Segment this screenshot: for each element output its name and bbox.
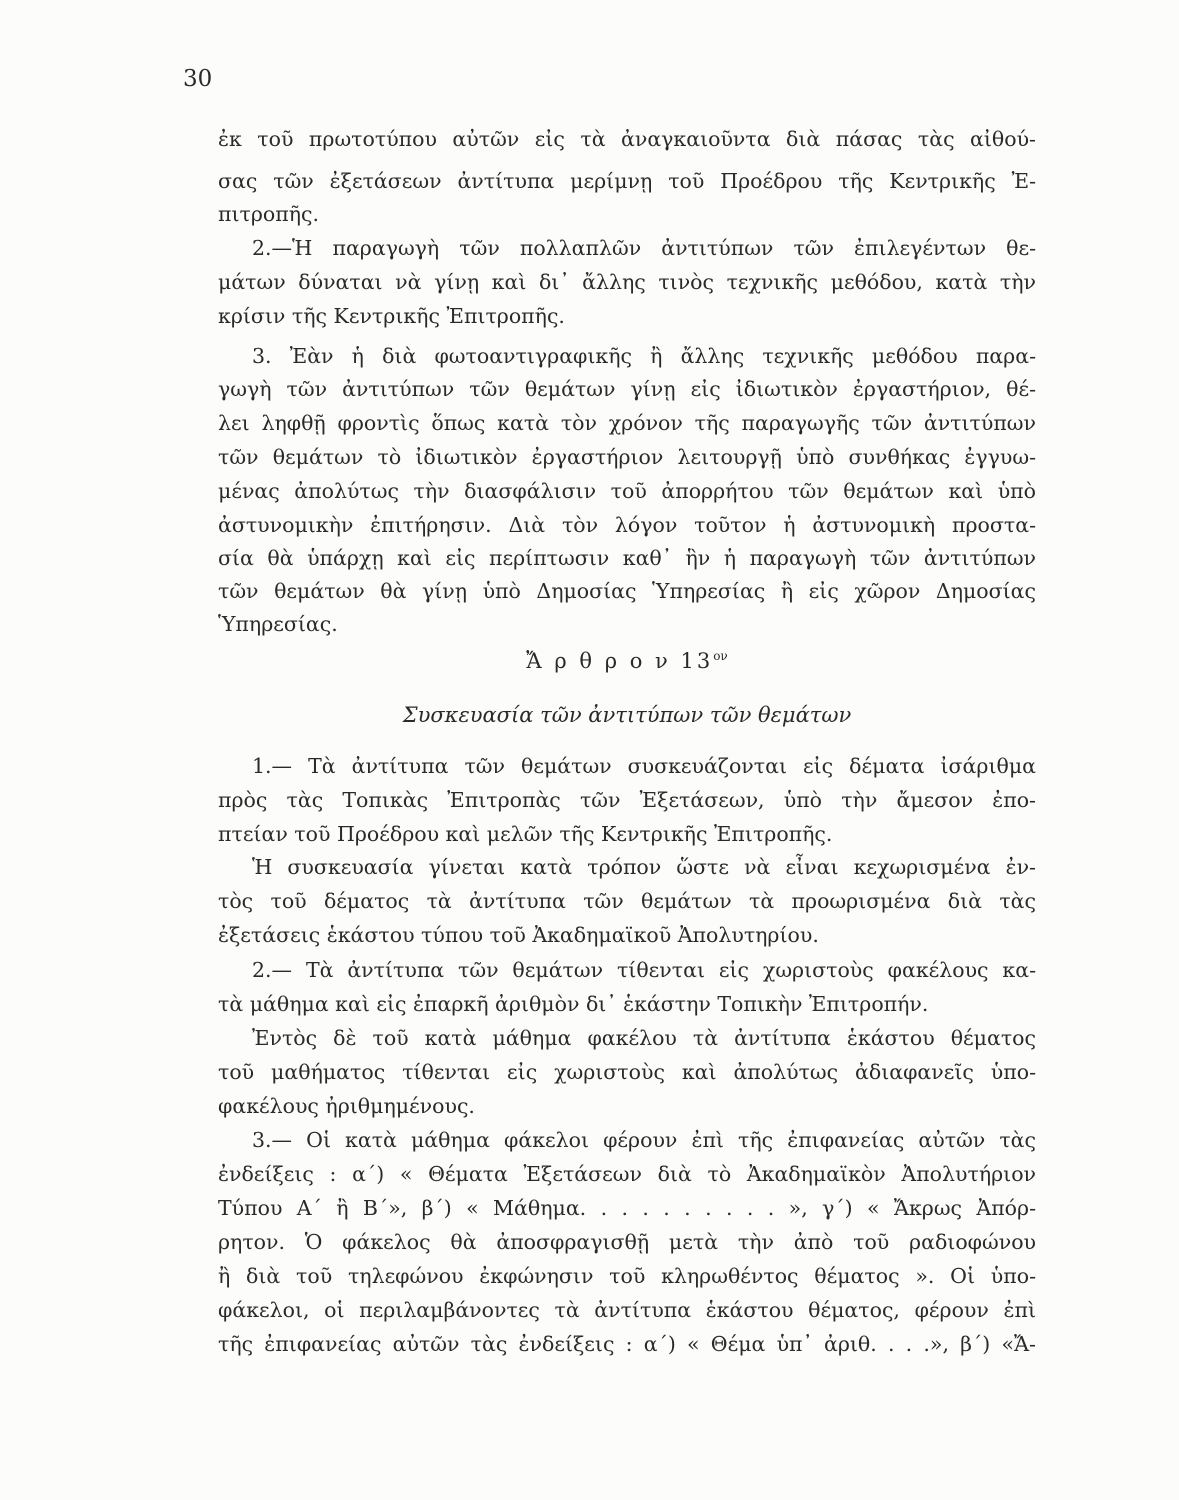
text-line: ἢ διὰ τοῦ τηλεφώνου ἐκφώνησιν τοῦ κληρωθέντος θέματος ». Οἱ ὑπο-	[218, 1264, 1036, 1288]
text-line: φακέλους ἠριθμημένους.	[218, 1094, 475, 1118]
text-line: τὰ μάθημα καὶ εἰς ἐπαρκῆ ἀριθμὸν δι᾽ ἑκάστην Τοπικὴν Ἐπιτροπήν.	[218, 992, 929, 1016]
text-line: Ὑπηρεσίας.	[218, 612, 338, 636]
article-title-text: Ἄ ρ θ ρ ο ν 13	[526, 649, 714, 673]
article-title-superscript: ον	[713, 649, 728, 663]
text-line: 1.— Τὰ ἀντίτυπα τῶν θεμάτων συσκευάζονται εἰς δέματα ἰσάριθμα	[252, 754, 1036, 778]
text-line: ἐξετάσεις ἑκάστου τύπου τοῦ Ἀκαδημαϊκοῦ Ἀπολυτηρίου.	[218, 923, 819, 947]
text-line: τῶν θεμάτων τὸ ἰδιωτικὸν ἐργαστήριον λειτουργῇ ὑπὸ συνθήκας ἐγγυω-	[218, 445, 1036, 469]
text-line: λει ληφθῇ φροντὶς ὅπως κατὰ τὸν χρόνον τῆς παραγωγῆς τῶν ἀντιτύπων	[218, 411, 1036, 435]
text-line: 2.— Τὰ ἀντίτυπα τῶν θεμάτων τίθενται εἰς χωριστοὺς φακέλους κα-	[252, 958, 1036, 982]
text-line: ἀστυνομικὴν ἐπιτήρησιν. Διὰ τὸν λόγον τοῦτον ἡ ἀστυνομικὴ προστα-	[218, 513, 1036, 537]
text-line: σας τῶν ἐξετάσεων ἀντίτυπα μερίμνῃ τοῦ Προέδρου τῆς Κεντρικῆς Ἐ-	[218, 169, 1036, 193]
text-line: σία θὰ ὑπάρχῃ καὶ εἰς περίπτωσιν καθ᾽ ἣν ἡ παραγωγὴ τῶν ἀντιτύπων	[218, 546, 1036, 570]
article-title	[218, 649, 1036, 673]
text-line: τῶν θεμάτων θὰ γίνῃ ὑπὸ Δημοσίας Ὑπηρεσίας ἢ εἰς χῶρον Δημοσίας	[218, 579, 1036, 603]
text-line: τὸς τοῦ δέματος τὰ ἀντίτυπα τῶν θεμάτων τὰ προωρισμένα διὰ τὰς	[218, 889, 1036, 913]
text-line: 3.— Οἱ κατὰ μάθημα φάκελοι φέρουν ἐπὶ τῆς ἐπιφανείας αὐτῶν τὰς	[252, 1128, 1036, 1152]
text-line: Τύπου Α´ ἢ Β´», β´) « Μάθημα. . . . . . . . . . », γ´) « Ἄκρως Ἀπόρ-	[218, 1196, 1036, 1220]
text-line: μάτων δύναται νὰ γίνῃ καὶ δι᾽ ἄλλης τινὸς τεχνικῆς μεθόδου, κατὰ τὴν	[218, 270, 1036, 294]
text-line: Ἐντὸς δὲ τοῦ κατὰ μάθημα φακέλου τὰ ἀντίτυπα ἑκάστου θέματος	[252, 1026, 1036, 1050]
text-line: ἐκ τοῦ πρωτοτύπου αὐτῶν εἰς τὰ ἀναγκαιοῦντα διὰ πάσας τὰς αἰθού-	[218, 127, 1036, 151]
text-line: 2.—Ἡ παραγωγὴ τῶν πολλαπλῶν ἀντιτύπων τῶν ἐπιλεγέντων θε-	[252, 236, 1036, 260]
text-line: μένας ἀπολύτως τὴν διασφάλισιν τοῦ ἀπορρήτου τῶν θεμάτων καὶ ὑπὸ	[218, 479, 1036, 503]
text-line: τῆς ἐπιφανείας αὐτῶν τὰς ἐνδείξεις : α´) « Θέμα ὑπ᾽ ἀριθ. . . .», β´) «Ἄ-	[218, 1332, 1036, 1356]
text-line: πιτροπῆς.	[218, 202, 319, 226]
text-line: πτείαν τοῦ Προέδρου καὶ μελῶν τῆς Κεντρικῆς Ἐπιτροπῆς.	[218, 822, 833, 846]
text-line: φάκελοι, οἱ περιλαμβάνοντες τὰ ἀντίτυπα ἑκάστου θέματος, φέρουν ἐπὶ	[218, 1298, 1036, 1322]
text-line: ἐνδείξεις : α´) « Θέματα Ἐξετάσεων διὰ τὸ Ἀκαδημαϊκὸν Ἀπολυτήριον	[218, 1162, 1036, 1186]
page-number: 30	[183, 66, 213, 92]
text-line: 3. Ἐὰν ἡ διὰ φωτοαντιγραφικῆς ἢ ἄλλης τεχνικῆς μεθόδου παρα-	[252, 344, 1036, 368]
text-line: Ἡ συσκευασία γίνεται κατὰ τρόπον ὥστε νὰ εἶναι κεχωρισμένα ἐν-	[252, 855, 1036, 879]
text-line: κρίσιν τῆς Κεντρικῆς Ἐπιτροπῆς.	[218, 304, 565, 328]
text-line: ρητον. Ὁ φάκελος θὰ ἀποσφραγισθῇ μετὰ τὴν ἀπὸ τοῦ ραδιοφώνου	[218, 1230, 1036, 1254]
text-line: γωγὴ τῶν ἀντιτύπων τῶν θεμάτων γίνῃ εἰς ἰδιωτικὸν ἐργαστήριον, θέ-	[218, 377, 1036, 401]
text-line: πρὸς τὰς Τοπικὰς Ἐπιτροπὰς τῶν Ἐξετάσεων, ὑπὸ τὴν ἄμεσον ἐπο-	[218, 788, 1036, 812]
article-subtitle: Συσκευασία τῶν ἀντιτύπων τῶν θεμάτων	[402, 703, 852, 727]
text-line: τοῦ μαθήματος τίθενται εἰς χωριστοὺς καὶ ἀπολύτως ἀδιαφανεῖς ὑπο-	[218, 1060, 1036, 1084]
